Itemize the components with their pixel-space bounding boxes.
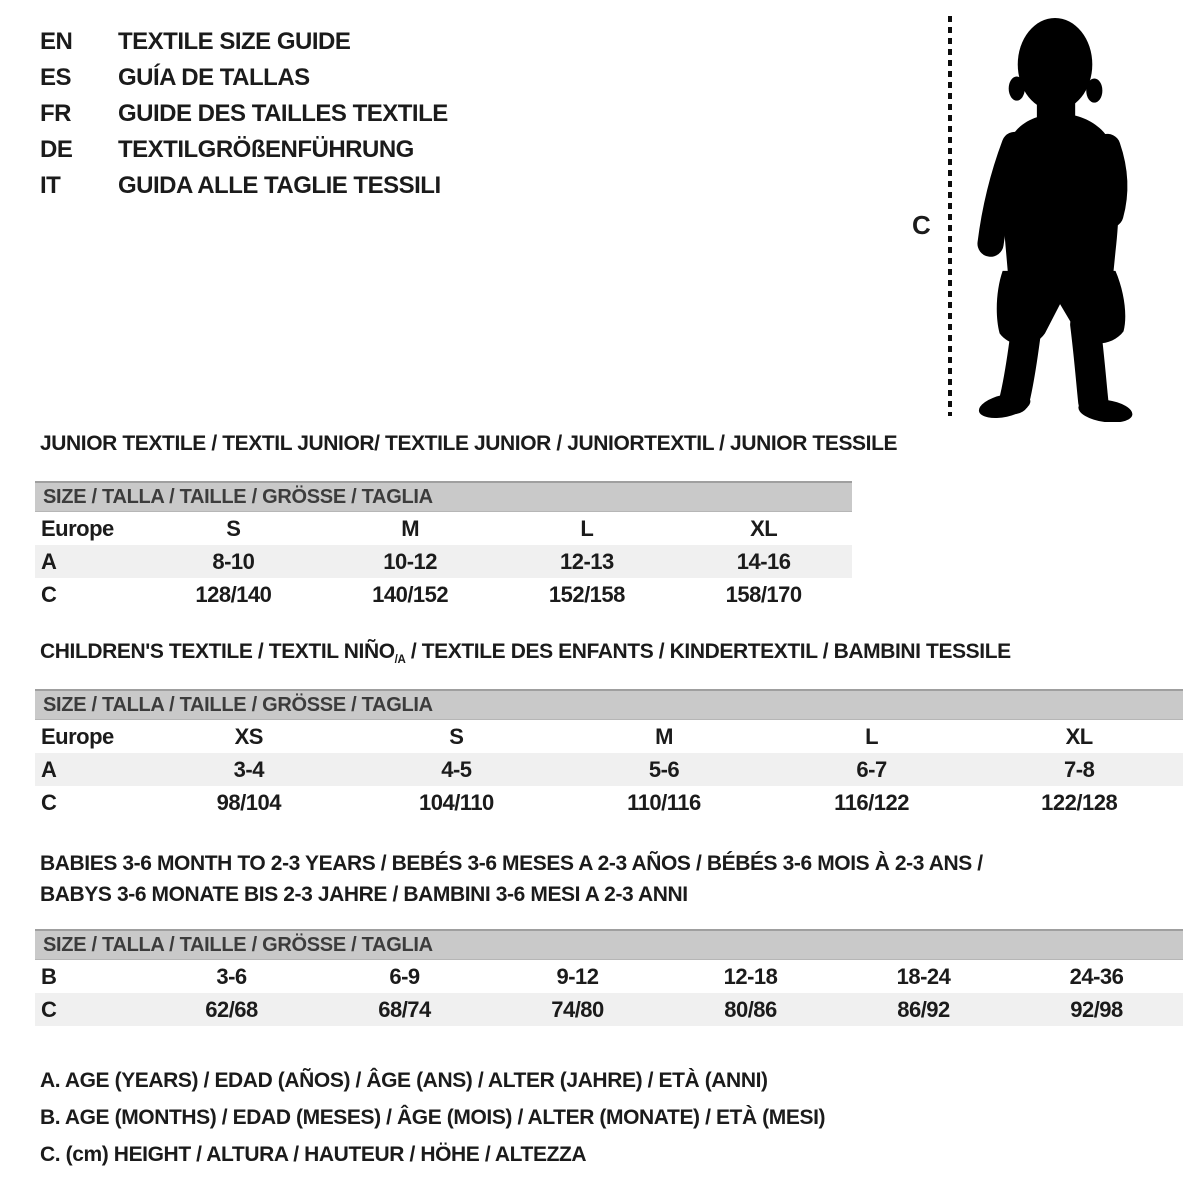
language-list <box>40 24 448 204</box>
legend <box>40 1062 825 1173</box>
table-header-row <box>35 720 1183 753</box>
language-row-fr <box>40 96 448 132</box>
language-code: ES <box>40 64 72 91</box>
table-row-a <box>35 753 1183 786</box>
table-row-c <box>35 786 1183 819</box>
language-row-de <box>40 132 448 168</box>
row-label: B <box>41 963 57 989</box>
column-header: L <box>580 515 594 541</box>
cell: 158/170 <box>725 581 802 607</box>
babies-title-line1: BABIES 3-6 MONTH TO 2-3 YEARS / BEBÉS 3-6 MESES A 2-3 AÑOS / BÉBÉS 3-6 MOIS À 2-3 ANS / <box>40 852 983 875</box>
children-title-sub: /A <box>394 654 406 667</box>
column-header: XL <box>1065 723 1093 749</box>
size-header-bar: SIZE / TALLA / TAILLE / GRÖSSE / TAGLIA <box>35 481 852 512</box>
legend-line-a: A. AGE (YEARS) / EDAD (AÑOS) / ÂGE (ANS) / ALTER (JAHRE) / ETÀ (ANNI) <box>40 1068 768 1092</box>
table-row-c <box>35 993 1183 1026</box>
cell: 12-13 <box>559 548 614 574</box>
height-measure-dashed-line <box>948 16 952 416</box>
cell: 98/104 <box>216 789 281 815</box>
language-label: GUÍA DE TALLAS <box>118 64 310 91</box>
language-row-en <box>40 24 448 60</box>
cell: 86/92 <box>897 996 950 1022</box>
table-row-c <box>35 578 852 611</box>
column-header: S <box>449 723 464 749</box>
language-row-it <box>40 168 448 204</box>
cell: 12-18 <box>723 963 778 989</box>
cell: 152/158 <box>548 581 625 607</box>
language-label: GUIDE DES TAILLES TEXTILE <box>118 100 448 127</box>
cell: 4-5 <box>441 756 472 782</box>
row-label: Europe <box>41 515 114 541</box>
language-code: EN <box>40 28 73 55</box>
column-header: S <box>226 515 241 541</box>
language-row-es <box>40 60 448 96</box>
size-header-bar: SIZE / TALLA / TAILLE / GRÖSSE / TAGLIA <box>35 689 1183 720</box>
language-label: TEXTILE SIZE GUIDE <box>118 28 351 55</box>
column-header: M <box>655 723 673 749</box>
language-label: GUIDA ALLE TAGLIE TESSILI <box>118 172 441 199</box>
cell: 92/98 <box>1070 996 1123 1022</box>
row-label: Europe <box>41 723 114 749</box>
cell: 74/80 <box>551 996 604 1022</box>
cell: 24-36 <box>1069 963 1124 989</box>
table-row-a <box>35 545 852 578</box>
legend-line-b: B. AGE (MONTHS) / EDAD (MESES) / ÂGE (MOIS) / ALTER (MONATE) / ETÀ (MESI) <box>40 1105 826 1129</box>
junior-size-table <box>35 481 852 611</box>
children-title-rest: / TEXTILE DES ENFANTS / KINDERTEXTIL / BAMBINI TESSILE <box>405 640 1011 663</box>
table-header-row <box>35 512 852 545</box>
cell: 6-9 <box>389 963 420 989</box>
language-code: DE <box>40 136 73 163</box>
row-label: C <box>41 996 57 1022</box>
cell: 110/116 <box>627 789 701 815</box>
row-label: C <box>41 789 57 815</box>
table-row-b <box>35 960 1183 993</box>
cell: 116/122 <box>834 789 909 815</box>
toddler-silhouette-icon <box>966 14 1138 422</box>
babies-section-title <box>40 848 983 910</box>
children-size-table <box>35 689 1183 819</box>
legend-line-c: C. (cm) HEIGHT / ALTURA / HAUTEUR / HÖHE / ALTEZZA <box>40 1142 587 1166</box>
cell: 18-24 <box>896 963 951 989</box>
babies-title-line2: BABYS 3-6 MONATE BIS 2-3 JAHRE / BAMBINI 3-6 MESI A 2-3 ANNI <box>40 883 688 906</box>
cell: 128/140 <box>195 581 272 607</box>
column-header: XS <box>234 723 263 749</box>
column-header: L <box>865 723 879 749</box>
junior-section-title: JUNIOR TEXTILE / TEXTIL JUNIOR/ TEXTILE JUNIOR / JUNIORTEXTIL / JUNIOR TESSILE <box>40 432 898 455</box>
language-label: TEXTILGRÖßENFÜHRUNG <box>118 136 414 163</box>
cell: 6-7 <box>856 756 887 782</box>
row-label: C <box>41 581 57 607</box>
size-header-bar: SIZE / TALLA / TAILLE / GRÖSSE / TAGLIA <box>35 929 1183 960</box>
cell: 5-6 <box>648 756 680 782</box>
children-section-title <box>40 640 1011 666</box>
language-code: IT <box>40 172 61 199</box>
cell: 7-8 <box>1064 756 1095 782</box>
babies-size-table <box>35 929 1183 1026</box>
cell: 3-6 <box>216 963 247 989</box>
language-code: FR <box>40 100 71 127</box>
measure-label-c: C <box>912 210 931 240</box>
cell: 9-12 <box>556 963 599 989</box>
cell: 122/128 <box>1041 789 1118 815</box>
cell: 10-12 <box>383 548 438 574</box>
cell: 140/152 <box>372 581 449 607</box>
cell: 68/74 <box>378 996 431 1022</box>
cell: 8-10 <box>212 548 255 574</box>
row-label: A <box>41 548 57 574</box>
cell: 62/68 <box>205 996 258 1022</box>
column-header: M <box>401 515 420 541</box>
children-title-main: CHILDREN'S TEXTILE / TEXTIL NIÑO <box>40 640 395 663</box>
cell: 104/110 <box>418 789 494 815</box>
cell: 80/86 <box>724 996 777 1022</box>
cell: 14-16 <box>736 548 791 574</box>
column-header: XL <box>750 515 778 541</box>
row-label: A <box>41 756 57 782</box>
cell: 3-4 <box>233 756 264 782</box>
